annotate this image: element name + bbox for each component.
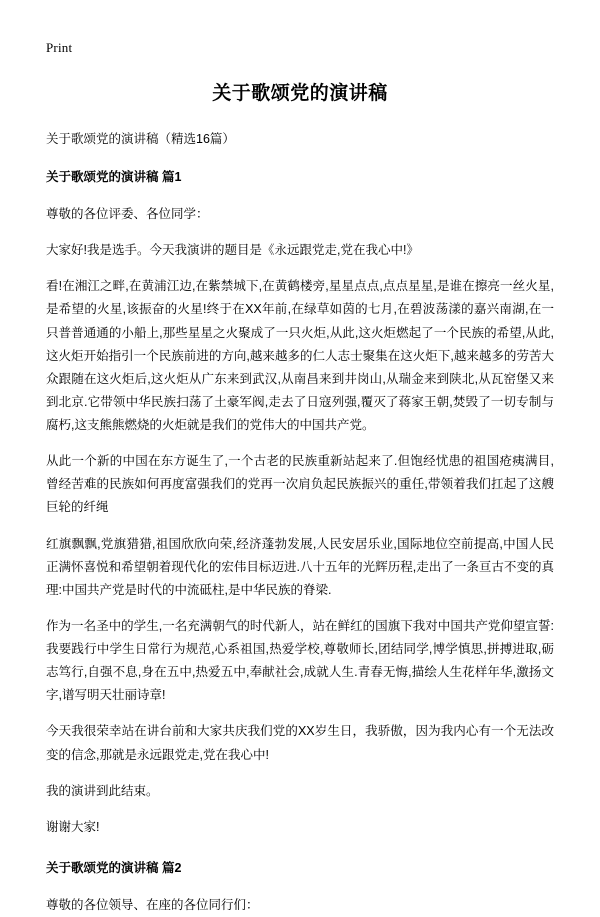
paragraph: 今天我很荣幸站在讲台前和大家共庆我们党的XX岁生日，我骄傲，因为我内心有一个无法改变的信念,那就是永远跟党走,党在我心中! [46,724,554,762]
paragraph: 红旗飘飘,党旗猎猎,祖国欣欣向荣,经济蓬勃发展,人民安居乐业,国际地位空前提高,中国人民正满怀喜悦和希望朝着现代化的宏伟目标迈进.八十五年的光辉历程,走出了一条亘古不变的真理:中国共产党是时代的中流砥柱,是中华民族的脊梁. [46,536,554,597]
paragraph: 尊敬的各位评委、各位同学： [46,207,209,221]
paragraph: 谢谢大家! [46,819,100,834]
page-title: 关于歌颂党的演讲稿 [212,83,388,104]
paragraph: 尊敬的各位领导、在座的各位同行们： [46,897,259,912]
section-heading-1: 关于歌颂党的演讲稿 篇1 [46,170,182,184]
paragraph: 我的演讲到此结束。 [46,783,159,798]
paragraph: 大家好!我是选手。今天我演讲的题目是《永远跟党走,党在我心中!》 [46,243,419,258]
document-subtitle: 关于歌颂党的演讲稿（精选16篇） [46,132,235,146]
print-button[interactable]: Print [46,40,73,55]
paragraph: 看!在湘江之畔,在黄浦江边,在紫禁城下,在黄鹤楼旁,星星点点,点点星星,是谁在擦亮一丝火星,是希望的火星,该振奋的火星!终于在XX年前,在绿草如茵的七月,在碧波荡漾的嘉兴南湖,在一只普普通通的小船上,那些星星之火聚成了一只火炬,从此,这火炬燃起了一个民族的希望,从此,这火炬开始指引一个民族前进的方向,越来越多的仁人志士聚集在这火炬下,越来越多的劳苦大众跟随在这火炬后,这火炬从广东来到武汉,从南昌来到井岗山,从瑞金来到陕北,从瓦窑堡又来到北京.它带领中华民族扫荡了土豪军阀,走去了日寇列强,覆灭了蒋家王朝,焚毁了一切专制与腐朽,这支熊熊燃烧的火炬就是我们的党伟大的中国共产党。 [46,279,554,432]
section-heading-2: 关于歌颂党的演讲稿 篇2 [46,860,182,875]
paragraph: 从此一个新的中国在东方诞生了,一个古老的民族重新站起来了.但饱经忧患的祖国疮痍满目,曾经苦难的民族如何再度富强我们的党再一次肩负起民族振兴的重任,带领着我们扛起了这艘巨轮的纤绳 [46,454,554,515]
paragraph: 作为一名圣中的学生,一名充满朝气的时代新人，站在鲜红的国旗下我对中国共产党仰望宣誓:我要践行中学生日常行为规范,心系祖国,热爱学校,尊敬师长,团结同学,博学慎思,拼搏进取,砺志笃行,自强不息,身在五中,热爱五中,奉献社会,成就人生.青春无悔,描绘人生花样年华,激扬文字,谱写明天壮丽诗章! [46,618,554,703]
